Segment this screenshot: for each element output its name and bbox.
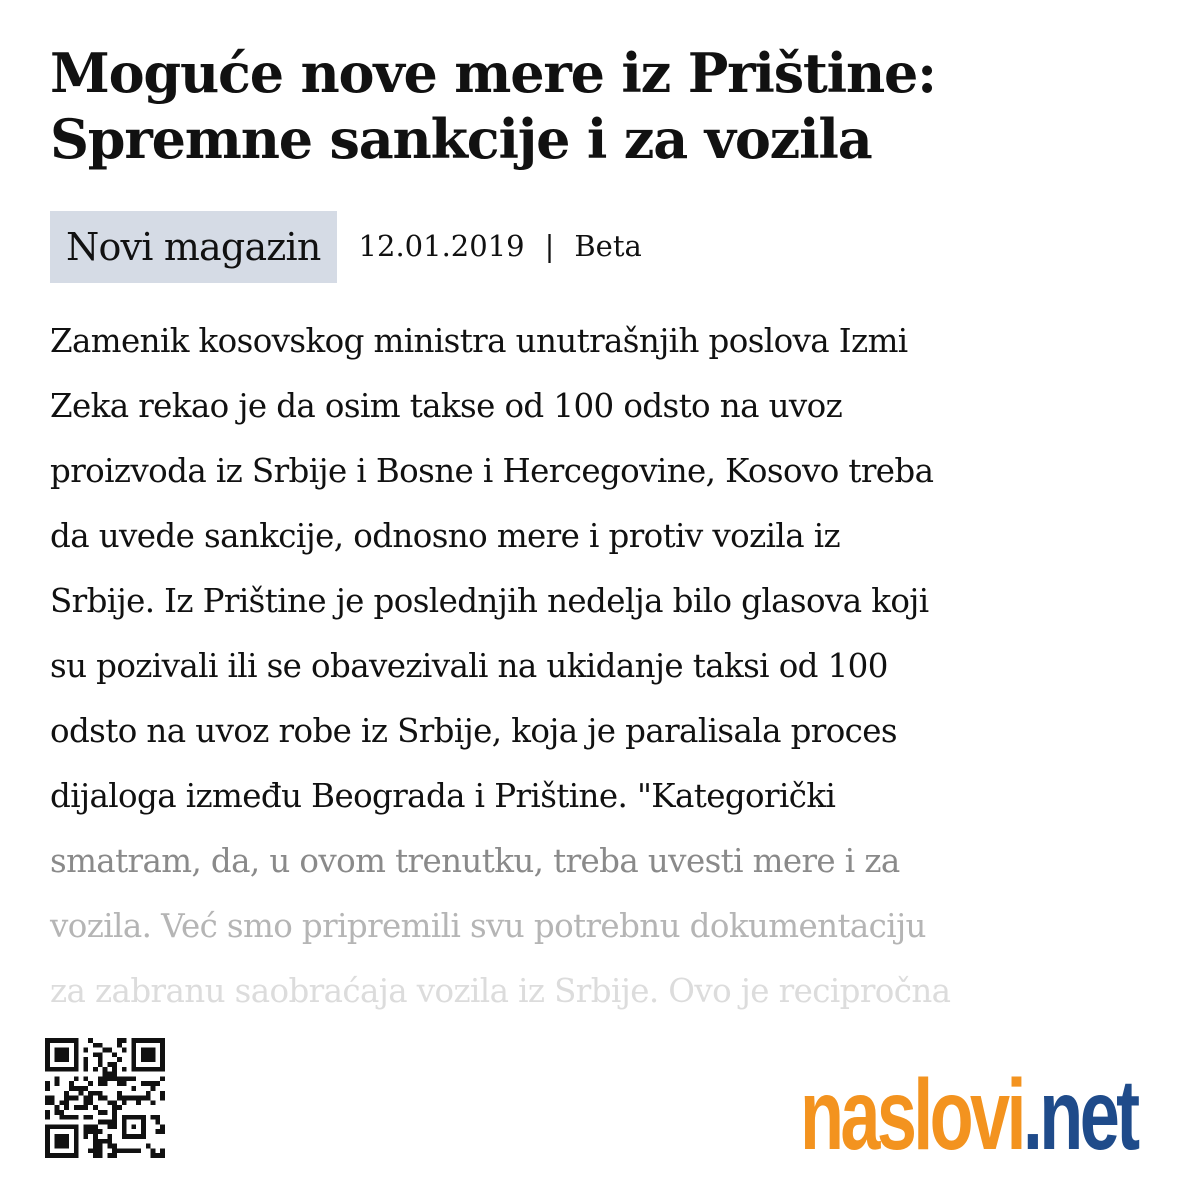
body-line: Zamenik kosovskog ministra unutrašnjih poslova Izmi [50, 322, 908, 360]
article-title: Moguće nove mere iz Prištine: Spremne sankcije i za vozila [50, 41, 936, 171]
body-line: proizvoda iz Srbije i Bosne i Hercegovine, Kosovo treba [50, 452, 934, 490]
body-line: za zabranu saobraćaja vozila iz Srbije. Ovo je recipročna [50, 972, 951, 1010]
article-agency: Beta [574, 229, 642, 263]
article-date: 12.01.2019 [358, 229, 525, 263]
meta-separator: | [544, 229, 555, 263]
body-line: dijaloga između Beograda i Prištine. "Kategorički [50, 777, 836, 815]
body-line: su pozivali ili se obavezivali na ukidanje taksi od 100 [50, 647, 888, 685]
source-badge[interactable]: Novi magazin [50, 211, 337, 283]
naslovi-logo[interactable] [800, 1059, 1137, 1171]
article-meta [50, 211, 642, 283]
article-body [50, 309, 1170, 1024]
body-line: vozila. Već smo pripremili svu potrebnu dokumentaciju [50, 907, 926, 945]
body-line: Zeka rekao je da osim takse od 100 odsto na uvoz [50, 387, 843, 425]
body-line: smatram, da, u ovom trenutku, treba uvesti mere i za [50, 842, 900, 880]
body-line: odsto na uvoz robe iz Srbije, koja je paralisala proces [50, 712, 897, 750]
body-line: Srbije. Iz Prištine je poslednjih nedelja bilo glasova koji [50, 582, 929, 620]
logo-part-net: .net [1022, 1059, 1137, 1171]
body-line: da uvede sankcije, odnosno mere i protiv vozila iz [50, 517, 841, 555]
qr-code-icon[interactable] [45, 1038, 165, 1158]
meta-info [359, 211, 642, 263]
logo-part-naslovi: naslovi [800, 1059, 1023, 1171]
